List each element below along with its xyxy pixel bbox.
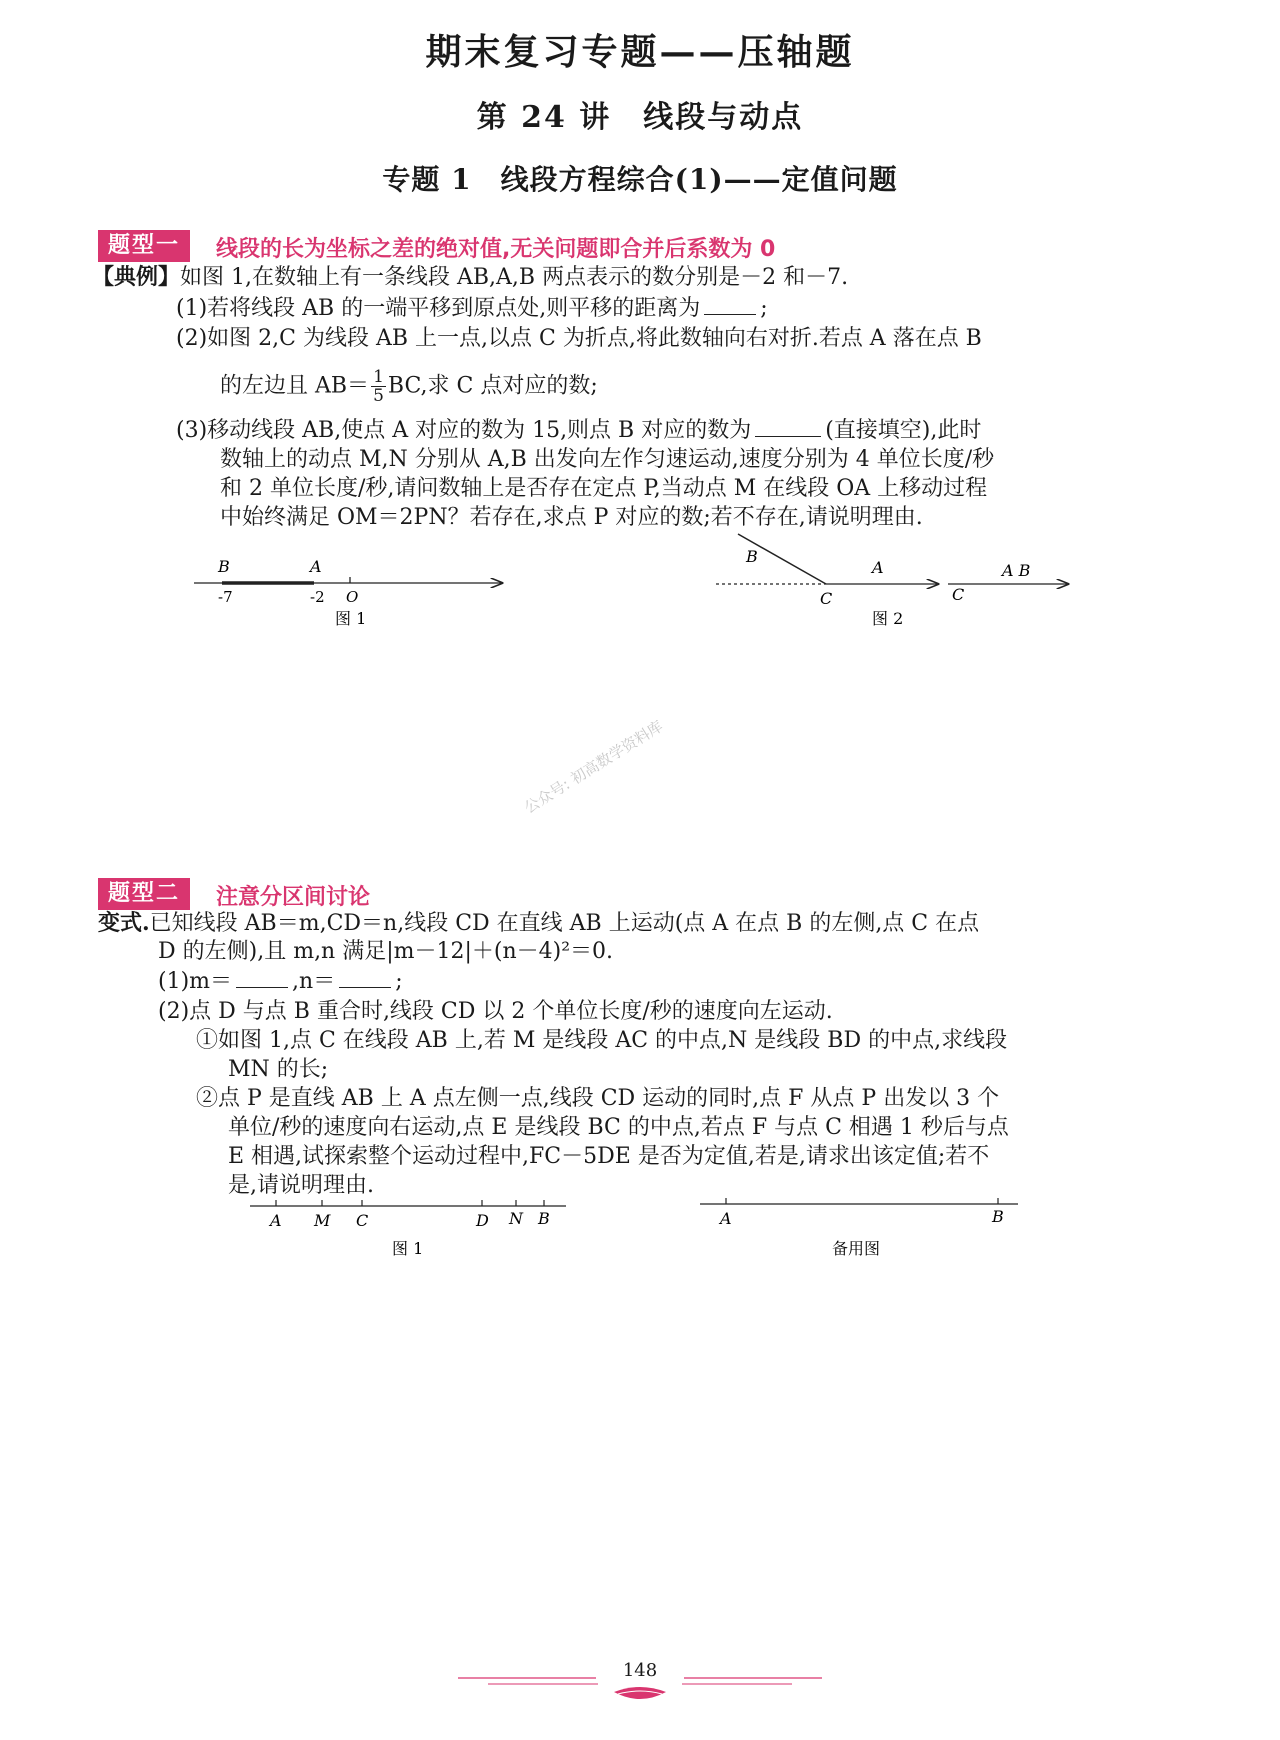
watermark: 公众号: 初高数学资料库 — [521, 717, 667, 817]
point-a-label: A — [872, 558, 884, 577]
s2-intro-line2: D 的左侧),且 m,n 满足|m－12|＋(n－4)²＝0. — [158, 939, 614, 964]
point-b-label: B — [746, 547, 758, 566]
point-m-label: M — [314, 1211, 331, 1230]
section1-badge: 题型一 — [98, 230, 190, 262]
section1-title: 线段的长为坐标之差的绝对值,无关问题即合并后系数为 0 — [216, 237, 776, 262]
s1-q3-text-b: (直接填空),此时 — [825, 418, 982, 443]
example-intro — [92, 262, 848, 293]
s2-intro-line1 — [98, 908, 979, 939]
s2-q1-m: (1)m＝ — [158, 969, 233, 994]
figure-caption: 图 1 — [335, 609, 367, 628]
section2-header — [98, 878, 370, 911]
s2-q1-end: ; — [395, 969, 403, 994]
point-b-label: B — [218, 557, 230, 576]
s2-question-2: (2)点 D 与点 B 重合时,线段 CD 以 2 个单位长度/秒的速度向左运动. — [158, 999, 833, 1024]
s2-question-2-1-line1: ①如图 1,点 C 在线段 AB 上,若 M 是线段 AC 的中点,N 是线段 BD 的中点,求线段 — [196, 1028, 1008, 1053]
example-label: 【典例】 — [92, 264, 181, 290]
answer-blank — [704, 296, 756, 315]
point-c-label: C — [952, 585, 965, 604]
figure-caption: 备用图 — [832, 1239, 881, 1258]
s1-question-2-line1: (2)如图 2,C 为线段 AB 上一点,以点 C 为折点,将此数轴向右对折.若点 A 落在点 B — [176, 326, 982, 351]
fraction-numerator: 1 — [373, 367, 384, 387]
section1-header — [98, 230, 775, 263]
value-label: -7 — [218, 588, 233, 606]
s1-question-3-line1 — [176, 416, 981, 446]
point-ab-label: A B — [1002, 561, 1031, 580]
s1-figure-2 — [712, 528, 1082, 628]
s1-question-3-line2: 数轴上的动点 M,N 分别从 A,B 出发向左作匀速运动,速度分别为 4 单位长度/秒 — [220, 447, 995, 472]
figure-caption: 图 1 — [392, 1239, 424, 1258]
s2-question-1 — [158, 967, 403, 997]
s2-question-2-2-line4: 是,请说明理由. — [228, 1173, 374, 1198]
point-a-label: A — [310, 557, 322, 576]
s1-question-2-line2 — [220, 368, 598, 405]
s1-question-1 — [176, 294, 768, 324]
s2-q1-n: ,n＝ — [292, 969, 336, 994]
answer-blank — [236, 969, 288, 988]
answer-blank — [339, 969, 391, 988]
point-b-label: B — [538, 1209, 550, 1228]
point-a-label: A — [270, 1211, 282, 1230]
s1-q2-text-b: BC,求 C 点对应的数; — [387, 373, 598, 399]
example-text: 如图 1,在数轴上有一条线段 AB,A,B 两点表示的数分别是－2 和－7. — [180, 265, 849, 290]
s1-figure-1 — [180, 550, 520, 630]
point-c-label: C — [820, 589, 833, 608]
s1-q3-text-a: (3)移动线段 AB,使点 A 对应的数为 15,则点 B 对应的数为 — [176, 418, 752, 443]
variant-label: 变式. — [98, 910, 150, 936]
s2-question-2-2-line2: 单位/秒的速度向右运动,点 E 是线段 BC 的中点,若点 F 与点 C 相遇 1 秒后与点 — [228, 1115, 1009, 1140]
s2-question-2-2-line1: ②点 P 是直线 AB 上 A 点左侧一点,线段 CD 运动的同时,点 F 从点 P 出发以 3 个 — [196, 1086, 1000, 1111]
topic-title: 专题 1 线段方程综合(1)——定值问题 — [382, 163, 898, 196]
s1-q1-text: (1)若将线段 AB 的一端平移到原点处,则平移的距离为 — [176, 296, 701, 321]
point-b-label: B — [992, 1207, 1004, 1226]
s2-figure-1 — [246, 1196, 576, 1270]
main-title: 期末复习专题——压轴题 — [425, 31, 855, 73]
fraction-denominator: 5 — [373, 386, 384, 406]
fraction — [371, 368, 386, 405]
s1-question-3-line3: 和 2 单位长度/秒,请问数轴上是否存在定点 P,当动点 M 在线段 OA 上移动过程 — [220, 476, 988, 501]
page-number: 148 — [622, 1660, 658, 1681]
section2-title: 注意分区间讨论 — [216, 885, 371, 910]
point-a-label: A — [720, 1209, 732, 1228]
point-c-label: C — [356, 1211, 369, 1230]
figure-caption: 图 2 — [872, 609, 904, 628]
s1-q2-text-a: 的左边且 AB＝ — [220, 373, 370, 399]
s1-question-3-line4: 中始终满足 OM＝2PN？若存在,求点 P 对应的数;若不存在,请说明理由. — [220, 505, 923, 530]
s2-backup-figure — [696, 1196, 1026, 1270]
s2-question-2-2-line3: E 相遇,试探索整个运动过程中,FC－5DE 是否为定值,若是,请求出该定值;若不 — [228, 1144, 990, 1169]
point-d-label: D — [476, 1211, 489, 1230]
lecture-title: 第 24 讲 线段与动点 — [476, 100, 804, 135]
s2-line1-text: 已知线段 AB＝m,CD＝n,线段 CD 在直线 AB 上运动(点 A 在点 B 的左侧,点 C 在点 — [149, 911, 980, 936]
s1-q1-end: ; — [760, 296, 768, 321]
answer-blank — [755, 418, 821, 437]
origin-label: O — [346, 588, 359, 606]
s2-question-2-1-line2: MN 的长; — [228, 1057, 329, 1082]
section2-badge: 题型二 — [98, 878, 190, 910]
point-n-label: N — [509, 1209, 523, 1228]
value-label: -2 — [310, 588, 325, 606]
